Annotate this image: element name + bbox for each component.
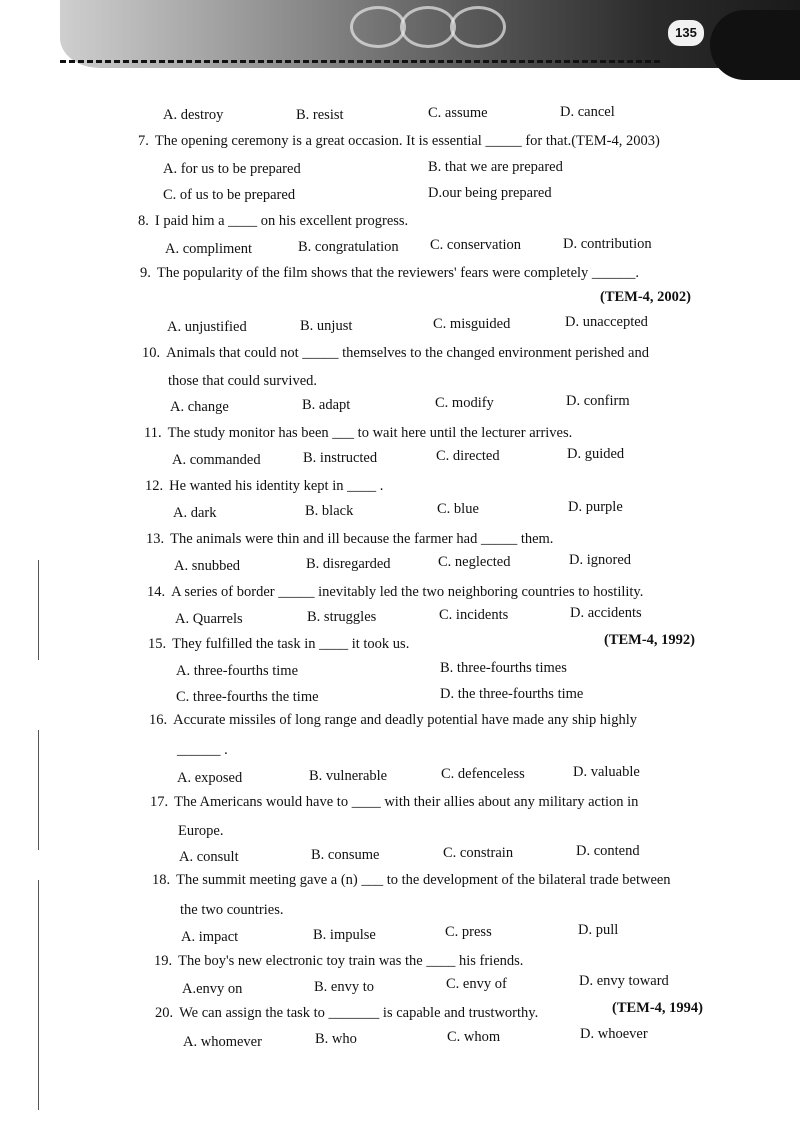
question-stem-continued: Europe. bbox=[178, 823, 224, 839]
question-18 bbox=[152, 871, 671, 889]
option: C. defenceless bbox=[441, 766, 525, 782]
margin-line bbox=[38, 560, 39, 660]
option: D. envy toward bbox=[579, 973, 669, 989]
option: C. assume bbox=[428, 105, 488, 121]
option: C. of us to be prepared bbox=[163, 187, 296, 203]
option: D. accidents bbox=[570, 605, 642, 621]
question-number: 13. bbox=[146, 531, 165, 547]
option: A. whomever bbox=[183, 1034, 262, 1050]
option: A. Quarrels bbox=[175, 611, 243, 627]
option: C. directed bbox=[436, 448, 500, 464]
option: D. contend bbox=[576, 843, 640, 859]
question-15 bbox=[148, 635, 409, 653]
question-9 bbox=[140, 264, 639, 282]
question-7 bbox=[138, 132, 660, 150]
option: A.envy on bbox=[182, 981, 243, 997]
question-number: 17. bbox=[150, 794, 169, 810]
question-12 bbox=[145, 477, 383, 495]
option: D. the three-fourths time bbox=[440, 686, 584, 702]
option: D. valuable bbox=[573, 764, 640, 780]
option: A. consult bbox=[179, 849, 239, 865]
question-number: 12. bbox=[145, 478, 164, 494]
option: D. whoever bbox=[580, 1026, 648, 1042]
question-number: 9. bbox=[140, 265, 151, 281]
option: A. destroy bbox=[163, 107, 224, 123]
question-stem: We can assign the task to _______ is capable and trustworthy. bbox=[179, 1005, 539, 1021]
source-tag: (TEM-4, 2002) bbox=[600, 289, 692, 305]
option: B. disregarded bbox=[306, 556, 391, 572]
question-stem: Accurate missiles of long range and deadly potential have made any ship highly bbox=[173, 712, 637, 728]
option: A. three-fourths time bbox=[176, 663, 299, 679]
source-tag: (TEM-4, 1992) bbox=[604, 632, 696, 648]
question-stem: They fulfilled the task in ____ it took us. bbox=[172, 636, 410, 652]
option: C. constrain bbox=[443, 845, 514, 861]
question-stem: The Americans would have to ____ with their allies about any military action in bbox=[174, 794, 639, 810]
question-stem: A series of border _____ inevitably led the two neighboring countries to hostility. bbox=[171, 584, 644, 600]
question-stem-continued: those that could survived. bbox=[168, 373, 318, 389]
question-14 bbox=[147, 583, 643, 601]
question-16 bbox=[149, 711, 637, 729]
option: C. whom bbox=[447, 1029, 501, 1045]
page-number: 135 bbox=[668, 20, 704, 46]
question-stem: The popularity of the film shows that the reviewers' fears were completely ______. bbox=[156, 265, 640, 281]
question-stem-continued: the two countries. bbox=[180, 902, 284, 918]
question-number: 18. bbox=[152, 872, 171, 888]
question-19 bbox=[154, 952, 523, 970]
question-8 bbox=[138, 212, 408, 230]
swirl-decoration bbox=[400, 6, 456, 48]
option: D. confirm bbox=[566, 393, 630, 409]
option: C. press bbox=[445, 924, 492, 940]
option: B. envy to bbox=[314, 979, 375, 995]
option: B. instructed bbox=[303, 450, 378, 466]
corner-decoration bbox=[710, 10, 800, 80]
option: B. impulse bbox=[313, 927, 376, 943]
question-number: 16. bbox=[149, 712, 168, 728]
option: A. for us to be prepared bbox=[163, 161, 301, 177]
question-number: 8. bbox=[138, 213, 149, 229]
option: D. cancel bbox=[560, 104, 615, 120]
option: C. envy of bbox=[446, 976, 507, 992]
question-20 bbox=[155, 1004, 538, 1022]
option: C. three-fourths the time bbox=[176, 689, 319, 705]
source-tag: (TEM-4, 1994) bbox=[612, 1000, 704, 1016]
question-stem: Animals that could not _____ themselves to the changed environment perished and bbox=[166, 345, 649, 361]
option: A. unjustified bbox=[167, 319, 247, 335]
question-number: 20. bbox=[155, 1005, 174, 1021]
question-stem: The study monitor has been ___ to wait here until the lecturer arrives. bbox=[167, 425, 573, 441]
swirl-decoration bbox=[350, 6, 406, 48]
option: B. vulnerable bbox=[309, 768, 388, 784]
question-stem-continued: ______ . bbox=[177, 742, 228, 758]
option: B. consume bbox=[311, 847, 380, 863]
header-divider bbox=[60, 60, 660, 63]
option: B. unjust bbox=[300, 318, 353, 334]
question-stem: He wanted his identity kept in ____ . bbox=[169, 478, 384, 494]
question-number: 19. bbox=[154, 953, 173, 969]
option: A. snubbed bbox=[174, 558, 241, 574]
option: C. misguided bbox=[433, 316, 511, 332]
option: D. purple bbox=[568, 499, 623, 515]
question-13 bbox=[146, 530, 553, 548]
option: B. three-fourths times bbox=[440, 660, 567, 676]
question-stem: The animals were thin and ill because the farmer had _____ them. bbox=[170, 531, 554, 547]
question-stem: The summit meeting gave a (n) ___ to the development of the bilateral trade between bbox=[176, 872, 671, 888]
option: C. incidents bbox=[439, 607, 509, 623]
question-11 bbox=[144, 424, 572, 442]
option: B. resist bbox=[296, 107, 344, 123]
question-stem: The opening ceremony is a great occasion. It is essential _____ for that.(TEM-4, 2003) bbox=[154, 133, 660, 149]
margin-line bbox=[38, 730, 39, 850]
option: D. unaccepted bbox=[565, 314, 648, 330]
swirl-decoration bbox=[450, 6, 506, 48]
option: A. change bbox=[170, 399, 229, 415]
option: D. guided bbox=[567, 446, 625, 462]
option: D. pull bbox=[578, 922, 619, 938]
option: D. contribution bbox=[563, 236, 652, 252]
question-number: 10. bbox=[142, 345, 161, 361]
question-number: 11. bbox=[144, 425, 162, 441]
option: B. black bbox=[305, 503, 354, 519]
option: C. modify bbox=[435, 395, 494, 411]
option: C. conservation bbox=[430, 237, 522, 253]
question-10 bbox=[142, 344, 649, 362]
option: B. adapt bbox=[302, 397, 351, 413]
question-number: 15. bbox=[148, 636, 167, 652]
margin-line bbox=[38, 880, 39, 1110]
option: A. impact bbox=[181, 929, 239, 945]
option: A. commanded bbox=[172, 452, 261, 468]
option: A. exposed bbox=[177, 770, 243, 786]
option: C. neglected bbox=[438, 554, 511, 570]
option: D. ignored bbox=[569, 552, 632, 568]
question-number: 7. bbox=[138, 133, 149, 149]
question-stem: I paid him a ____ on his excellent progress. bbox=[154, 213, 409, 229]
option: B. struggles bbox=[307, 609, 377, 625]
question-17 bbox=[150, 793, 638, 811]
option: B. who bbox=[315, 1031, 357, 1047]
option: A. compliment bbox=[165, 241, 252, 257]
option: B. that we are prepared bbox=[428, 159, 563, 175]
option: A. dark bbox=[173, 505, 217, 521]
option: B. congratulation bbox=[298, 239, 399, 255]
question-stem: The boy's new electronic toy train was the ____ his friends. bbox=[178, 953, 524, 969]
option: C. blue bbox=[437, 501, 479, 517]
question-number: 14. bbox=[147, 584, 166, 600]
option: D.our being prepared bbox=[428, 185, 552, 201]
